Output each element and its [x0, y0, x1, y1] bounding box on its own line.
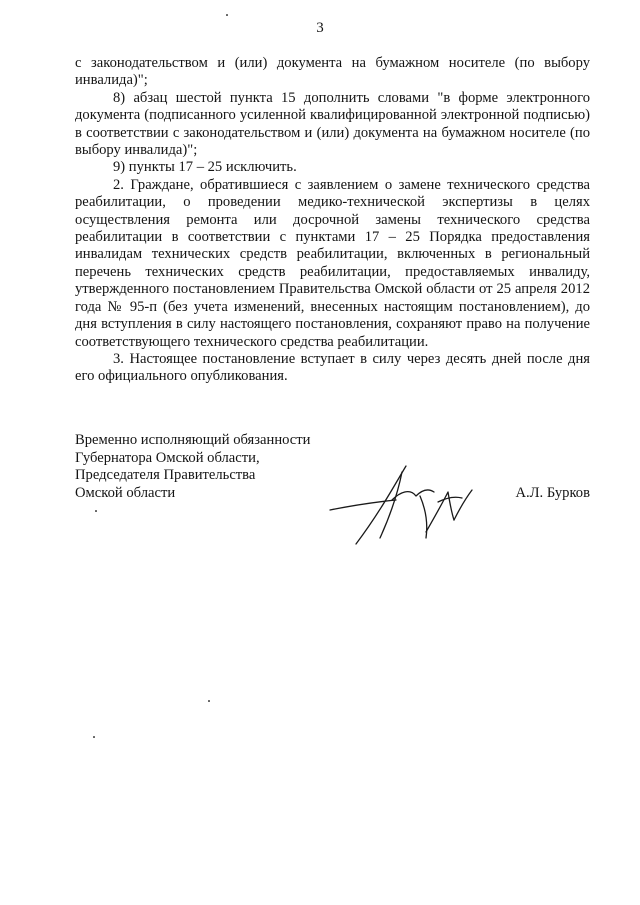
position-line: Временно исполняющий обязанности [75, 432, 311, 448]
signer-name: А.Л. Бурков [515, 485, 590, 501]
paragraph-continuation: с законодательством и (или) документа на бумажном носителе (по выбору инвалида)"; [75, 55, 590, 89]
position-line: Губернатора Омской области, [75, 449, 260, 466]
position-line: Омской области [75, 484, 176, 501]
scan-speck [226, 14, 228, 16]
scan-speck [93, 736, 95, 738]
paragraph-section-3: 3. Настоящее постановление вступает в силу через десять дней после дня его официального опубликования. [75, 350, 590, 385]
paragraph-item-9: 9) пункты 17 – 25 исключить. [113, 159, 297, 176]
document-body [75, 55, 590, 386]
page-number: 3 [316, 20, 324, 36]
handwritten-signature [328, 462, 476, 546]
paragraph-item-8: 8) абзац шестой пункта 15 дополнить словами "в форме электронного документа (подписанного усиленной квалифицированной электронной подписью) в соответствии с законодательством и (или) документа на бумажном носителе (по выбору инвалида)"; [75, 89, 590, 159]
paragraph-section-2: 2. Граждане, обратившиеся с заявлением о замене технического средства реабилитации, о проведении медико-технической экспертизы в целях осуществления ремонта или досрочной замены технического средства реабилитации в соответствии с пунктами 17 – 25 Порядка предоставления инвалидам технических средств реабилитации, включенных в региональный перечень технических средств реабилитации, предоставляемых инвалиду, утвержденного постановлением Правительства Омской области от 25 апреля 2012 года № 95-п (без учета изменений, внесенных настоящим постановлением), до дня вступления в силу настоящего постановления, сохраняют право на получение соответствующего технического средства реабилитации. [75, 176, 590, 350]
scan-speck [208, 700, 210, 702]
position-line: Председателя Правительства [75, 467, 256, 484]
scan-speck [95, 510, 97, 512]
signatory-position [75, 432, 310, 502]
